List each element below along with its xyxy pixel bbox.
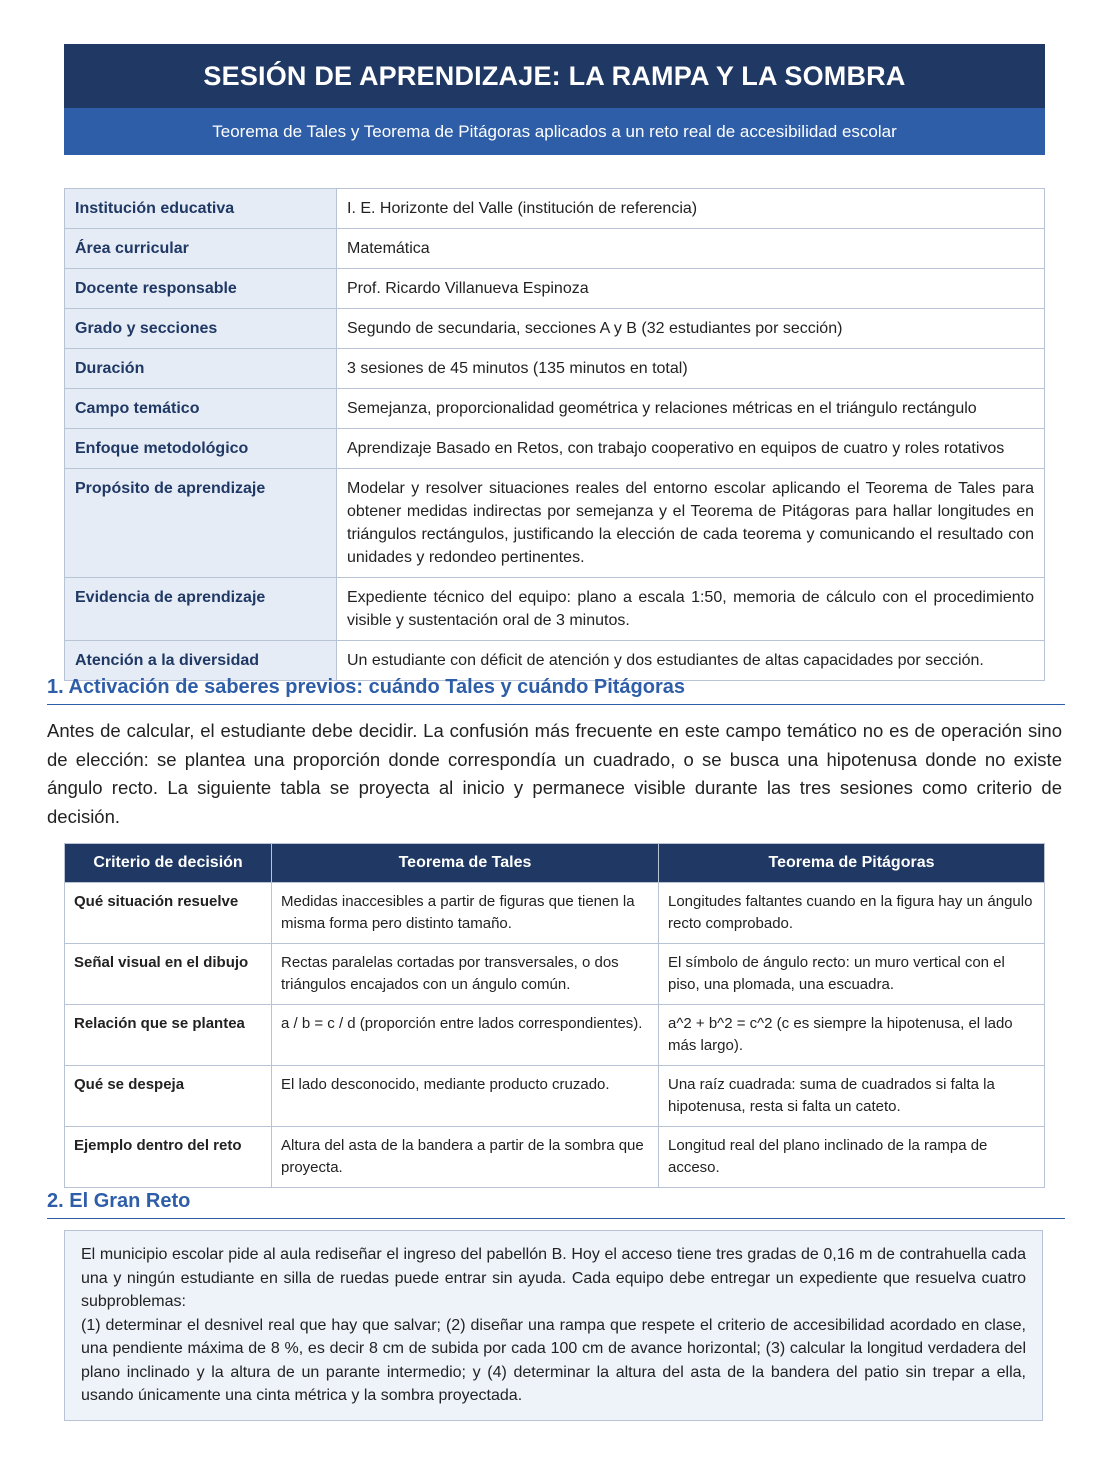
table-row [65, 1127, 1045, 1188]
info-label: Duración [65, 349, 337, 389]
pitagoras-cell: Longitud real del plano inclinado de la rampa de acceso. [659, 1127, 1045, 1188]
info-row [65, 189, 1045, 229]
tales-cell: Medidas inaccesibles a partir de figuras que tienen la misma forma pero distinto tamaño. [272, 883, 659, 944]
page-title: SESIÓN DE APRENDIZAJE: LA RAMPA Y LA SOMBRA [64, 44, 1045, 108]
table-header-row [65, 844, 1045, 883]
criterion-cell: Ejemplo dentro del reto [65, 1127, 272, 1188]
column-header: Criterio de decisión [65, 844, 272, 883]
tales-cell: Rectas paralelas cortadas por transversales, o dos triángulos encajados con un ángulo común. [272, 944, 659, 1005]
challenge-box [64, 1230, 1043, 1421]
info-value: I. E. Horizonte del Valle (institución de referencia) [337, 189, 1045, 229]
criterion-cell: Señal visual en el dibujo [65, 944, 272, 1005]
info-value: Aprendizaje Basado en Retos, con trabajo cooperativo en equipos de cuatro y roles rotativos [337, 429, 1045, 469]
table-row [65, 1066, 1045, 1127]
info-row [65, 269, 1045, 309]
info-value: Prof. Ricardo Villanueva Espinoza [337, 269, 1045, 309]
info-label: Enfoque metodológico [65, 429, 337, 469]
tales-cell: Altura del asta de la bandera a partir de la sombra que proyecta. [272, 1127, 659, 1188]
criterion-cell: Qué situación resuelve [65, 883, 272, 944]
page-header [64, 44, 1045, 155]
challenge-intro: El municipio escolar pide al aula rediseñar el ingreso del pabellón B. Hoy el acceso tiene tres gradas de 0,16 m de contrahuella cada una y ningún estudiante en silla de ruedas puede entrar sin ayuda. Cada equipo debe entregar un expediente que resuelva cuatro subproblemas: [81, 1246, 1026, 1310]
pitagoras-cell: El símbolo de ángulo recto: un muro vertical con el piso, una plomada, una escuadra. [659, 944, 1045, 1005]
session-info-table [64, 188, 1045, 681]
info-value: Matemática [337, 229, 1045, 269]
table-row [65, 883, 1045, 944]
criterion-cell: Relación que se plantea [65, 1005, 272, 1066]
info-value: Un estudiante con déficit de atención y dos estudiantes de altas capacidades por sección. [337, 641, 1045, 681]
info-row [65, 389, 1045, 429]
info-value: Expediente técnico del equipo: plano a escala 1:50, memoria de cálculo con el procedimiento visible y sustentación oral de 3 minutos. [337, 578, 1045, 641]
info-label: Área curricular [65, 229, 337, 269]
info-label: Grado y secciones [65, 309, 337, 349]
challenge-subproblems: (1) determinar el desnivel real que hay que salvar; (2) diseñar una rampa que respete el criterio de accesibilidad acordado en clase, una pendiente máxima de 8 %, es decir 8 cm de subida por cada 100 cm de avance horizontal; (3) calcular la longitud verdadera del plano inclinado y la altura de un parante intermedio; y (4) determinar la altura del asta de la bandera del patio sin trepar a ella, usando únicamente una cinta métrica y la sombra proyectada. [81, 1316, 1026, 1404]
column-header: Teorema de Pitágoras [659, 844, 1045, 883]
info-row [65, 229, 1045, 269]
column-header: Teorema de Tales [272, 844, 659, 883]
info-row [65, 469, 1045, 578]
pitagoras-cell: a^2 + b^2 = c^2 (c es siempre la hipotenusa, el lado más largo). [659, 1005, 1045, 1066]
info-label: Evidencia de aprendizaje [65, 578, 337, 641]
tales-cell: El lado desconocido, mediante producto cruzado. [272, 1066, 659, 1127]
info-row [65, 309, 1045, 349]
info-row [65, 641, 1045, 681]
tales-cell: a / b = c / d (proporción entre lados correspondientes). [272, 1005, 659, 1066]
info-label: Propósito de aprendizaje [65, 469, 337, 578]
info-label: Atención a la diversidad [65, 641, 337, 681]
pitagoras-cell: Longitudes faltantes cuando en la figura hay un ángulo recto comprobado. [659, 883, 1045, 944]
info-value: Modelar y resolver situaciones reales del entorno escolar aplicando el Teorema de Tales para obtener medidas indirectas por semejanza y el Teorema de Pitágoras para hallar longitudes en triángulos rectángulos, justificando la elección de cada teorema y comunicando el resultado con unidades y redondeo pertinentes. [337, 469, 1045, 578]
criterion-cell: Qué se despeja [65, 1066, 272, 1127]
section-heading-gran-reto: 2. El Gran Reto [47, 1190, 1065, 1219]
info-value: Semejanza, proporcionalidad geométrica y relaciones métricas en el triángulo rectángulo [337, 389, 1045, 429]
info-value: Segundo de secundaria, secciones A y B (32 estudiantes por sección) [337, 309, 1045, 349]
section-heading-activacion: 1. Activación de saberes previos: cuándo Tales y cuándo Pitágoras [47, 676, 1065, 705]
info-row [65, 578, 1045, 641]
pitagoras-cell: Una raíz cuadrada: suma de cuadrados si falta la hipotenusa, resta si falta un cateto. [659, 1066, 1045, 1127]
section-paragraph: Antes de calcular, el estudiante debe decidir. La confusión más frecuente en este campo temático no es de operación sino de elección: se plantea una proporción donde correspondía un cuadrado, o se busca una hipotenusa donde no existe ángulo recto. La siguiente tabla se proyecta al inicio y permanece visible durante las tres sesiones como criterio de decisión. [47, 720, 1062, 827]
info-row [65, 429, 1045, 469]
criteria-table [64, 843, 1045, 1188]
info-label: Campo temático [65, 389, 337, 429]
info-row [65, 349, 1045, 389]
table-row [65, 1005, 1045, 1066]
info-label: Institución educativa [65, 189, 337, 229]
table-row [65, 944, 1045, 1005]
page-subtitle: Teorema de Tales y Teorema de Pitágoras aplicados a un reto real de accesibilidad escolar [64, 108, 1045, 155]
info-value: 3 sesiones de 45 minutos (135 minutos en total) [337, 349, 1045, 389]
info-label: Docente responsable [65, 269, 337, 309]
